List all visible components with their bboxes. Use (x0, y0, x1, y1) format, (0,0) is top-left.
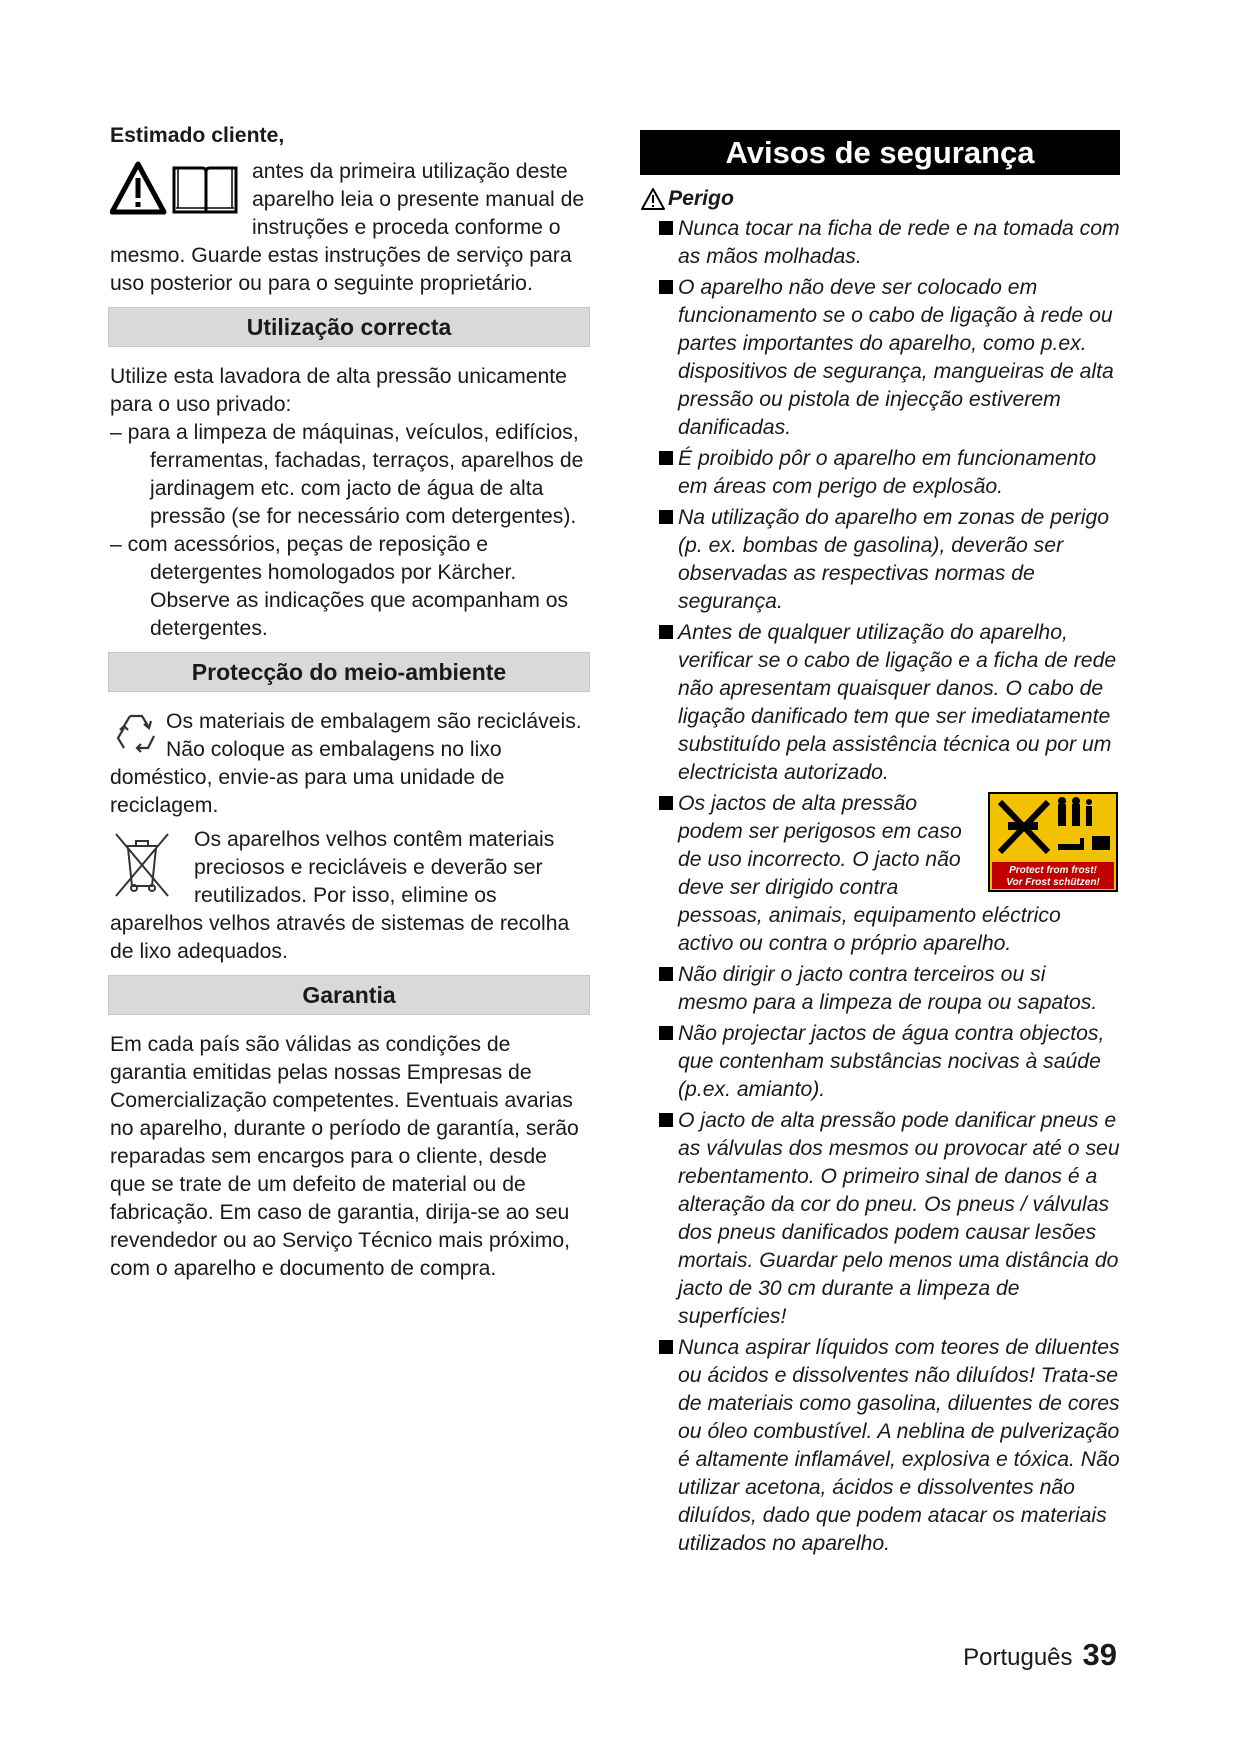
sticker-line-2: Vor Frost schützen! (1006, 877, 1100, 888)
page-number: 39 (1082, 1637, 1117, 1672)
intro-block (110, 158, 588, 298)
safety-bullet: O jacto de alta pressão pode danificar pneus e as válvulas dos mesmos ou provocar até o seu rebentamento. O primeiro sinal de danos é a alteração da cor do pneu. Os pneus / válvulas dos pneus danificados podem causar lesões mortais. Guardar pelo menos uma distância do jacto de 30 cm durante a limpeza de superfícies! (640, 1107, 1120, 1331)
danger-label (640, 185, 1120, 213)
bullet-square-icon (659, 625, 673, 639)
greeting: Estimado cliente, (110, 124, 285, 147)
crossed-bin-icon (112, 830, 172, 898)
bullet-square-icon (659, 1026, 673, 1040)
warning-manual-icon (110, 160, 240, 216)
bullet-square-icon (659, 451, 673, 465)
bullet-square-icon (659, 796, 673, 810)
safety-bullet: Protect from frost! Vor Frost schützen! Os jactos de alta pressão podem ser perigosos em caso de uso incorrecto. O jacto não deve ser dirigido contra pessoas, animais, equipamento eléctrico activo ou contra o próprio aparelho. (640, 790, 1120, 958)
bullet-square-icon (659, 1113, 673, 1127)
safety-bullet: Nunca tocar na ficha de rede e na tomada com as mãos molhadas. (640, 215, 1120, 271)
bullet-square-icon (659, 967, 673, 981)
safety-bullet: Não projectar jactos de água contra objectos, que contenham substâncias nocivas à saúde (p.ex. amianto). (640, 1020, 1120, 1104)
safety-bullet: Não dirigir o jacto contra terceiros ou si mesmo para a limpeza de roupa ou sapatos. (640, 961, 1120, 1017)
safety-bullet: Antes de qualquer utilização do aparelho, verificar se o cabo de ligação e a ficha de rede não apresentam quaisquer danos. O cabo de ligação danificado tem que ser imediatamente substituído pela assistência técnica ou por um electricista autorizado. (640, 619, 1120, 787)
usage-heading: Utilização correcta (108, 307, 590, 347)
page-footer (963, 1637, 1117, 1673)
safety-bullet: Na utilização do aparelho em zonas de perigo (p. ex. bombas de gasolina), deverão ser observadas as respectivas normas de segurança. (640, 504, 1120, 616)
packaging-block (110, 708, 588, 820)
bullet-square-icon (659, 510, 673, 524)
usage-item: – para a limpeza de máquinas, veículos, edifícios, ferramentas, fachadas, terraços, aparelhos de jardinagem etc. com jacto de água de alta pressão (se for necessário com detergentes). (110, 421, 584, 528)
sticker-line-1: Protect from frost! (1009, 865, 1097, 876)
old-devices-text: Os aparelhos velhos contêm materiais preciosos e recicláveis e deverão ser reutilizados. Por isso, elimine os aparelhos velhos através de sistemas de recolha de lixo adequados. (110, 828, 570, 963)
usage-item: – com acessórios, peças de reposição e detergentes homologados por Kärcher. Observe as indicações que acompanham os detergentes. (110, 533, 569, 640)
bullet-square-icon (659, 221, 673, 235)
footer-language: Português (963, 1644, 1073, 1671)
usage-text: Utilize esta lavadora de alta pressão unicamente para o uso privado: (110, 365, 567, 416)
old-devices-block (110, 826, 588, 966)
packaging-text: Os materiais de embalagem são recicláveis. Não coloque as embalagens no lixo doméstico, envie-as para uma unidade de reciclagem. (110, 710, 582, 817)
safety-title: Avisos de segurança (640, 130, 1120, 175)
intro-text: antes da primeira utilização deste aparelho leia o presente manual de instruções e proceda conforme o mesmo. Guarde estas instruções de serviço para uso posterior ou para o seguinte proprietário. (110, 160, 585, 295)
warranty-heading: Garantia (108, 975, 590, 1015)
left-column (110, 122, 588, 1283)
bullet-square-icon (659, 1340, 673, 1354)
danger-text: Perigo (668, 187, 734, 210)
warranty-text: Em cada país são válidas as condições de garantia emitidas pelas nossas Empresas de Comercialização competentes. Eventuais avarias no aparelho, durante o período de garantía, serão reparadas sem encargos para o cliente, desde que se trate de um defeito de material ou de fabricação. Em caso de garantia, dirija-se ao seu revendedor ou ao Serviço Técnico mais próximo, com o aparelho e documento de compra. (110, 1033, 579, 1280)
jet-warning-sticker (988, 792, 1118, 892)
environment-heading: Protecção do meio-ambiente (108, 652, 590, 692)
recycle-icon (110, 708, 162, 760)
bullet-square-icon (659, 280, 673, 294)
right-column (640, 130, 1120, 1561)
safety-bullet: O aparelho não deve ser colocado em funcionamento se o cabo de ligação à rede ou partes importantes do aparelho, como p.ex. dispositivos de segurança, mangueiras de alta pressão ou pistola de injecção estiverem danificadas. (640, 274, 1120, 442)
warning-triangle-icon (640, 187, 666, 211)
safety-bullet: É proibido pôr o aparelho em funcionamento em áreas com perigo de explosão. (640, 445, 1120, 501)
safety-bullet: Nunca aspirar líquidos com teores de diluentes ou ácidos e dissolventes não diluídos! Trata-se de materiais como gasolina, diluentes de cores ou óleo combustível. A neblina de pulverização é altamente inflamável, explosiva e tóxica. Não utilizar acetona, ácidos e dissolventes não diluídos, dado que podem atacar os materiais utilizados no aparelho. (640, 1334, 1120, 1558)
